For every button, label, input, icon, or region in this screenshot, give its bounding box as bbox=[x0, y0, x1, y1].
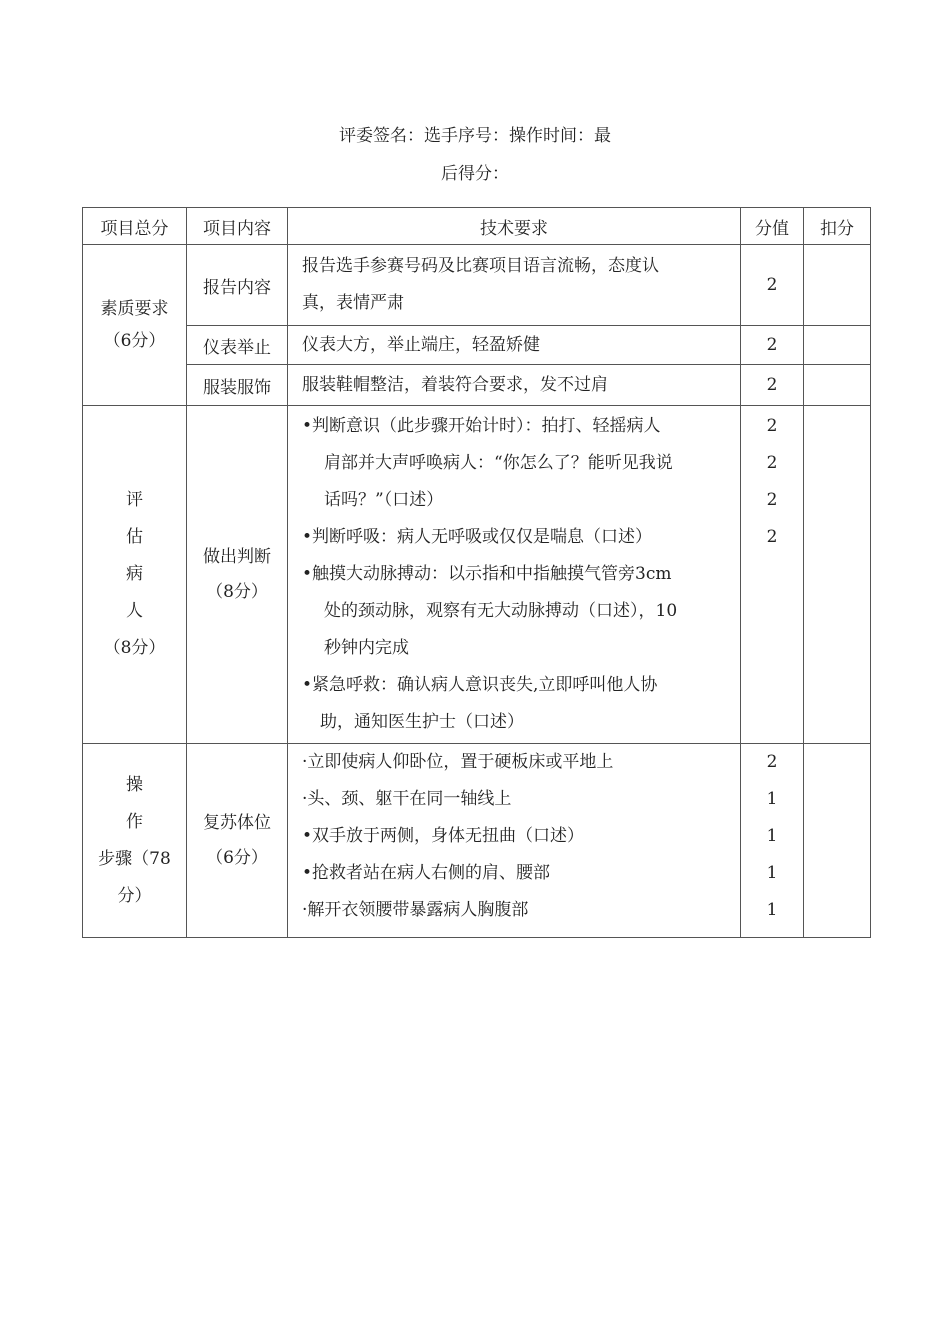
item-recovery-name: 复苏体位 bbox=[203, 812, 271, 833]
requirement-line: ·立即使病人仰卧位，置于硬板床或平地上 bbox=[302, 752, 614, 772]
section-operation-steps bbox=[83, 744, 187, 938]
requirement-line: ·头、颈、躯干在同一轴线上 bbox=[302, 789, 512, 809]
item-attire: 服装服饰 bbox=[187, 365, 288, 406]
header-final-score-line: 后得分： bbox=[441, 164, 509, 184]
score-values bbox=[741, 744, 804, 938]
deduction-cell bbox=[804, 744, 871, 938]
score-value: 2 bbox=[741, 245, 804, 326]
col-header-deduction: 扣分 bbox=[804, 208, 871, 245]
requirement-line: 真，表情严肃 bbox=[302, 293, 404, 313]
requirement-judgement bbox=[288, 406, 741, 744]
requirement-line: 仪表大方，举止端庄，轻盈矫健 bbox=[302, 335, 540, 355]
score-value: 2 bbox=[766, 453, 778, 473]
section-points-line: 分） bbox=[117, 885, 152, 906]
col-header-score: 分值 bbox=[741, 208, 804, 245]
section-char: 估 bbox=[126, 527, 143, 547]
requirement-line: 助，通知医生护士（口述） bbox=[320, 712, 524, 732]
score-value: 1 bbox=[766, 789, 778, 809]
deduction-cell bbox=[804, 406, 871, 744]
requirement-line: 肩部并大声呼唤病人：“你怎么了？能听见我说 bbox=[324, 453, 673, 473]
requirement-line: •双手放于两侧，身体无扭曲（口述） bbox=[302, 826, 585, 846]
col-header-content: 项目内容 bbox=[187, 208, 288, 245]
table-row bbox=[83, 365, 871, 406]
requirement-line: 报告选手参赛号码及比赛项目语言流畅，态度认 bbox=[302, 256, 659, 276]
requirement-report bbox=[288, 245, 741, 326]
item-judgement bbox=[187, 406, 288, 744]
table-row bbox=[83, 744, 871, 938]
item-appearance: 仪表举止 bbox=[187, 326, 288, 365]
requirement-line: •触摸大动脉搏动：以示指和中指触摸气管旁3cm bbox=[302, 564, 672, 584]
requirement-line: 处的颈动脉，观察有无大动脉搏动（口述），10 bbox=[324, 601, 678, 621]
requirement-line: 秒钟内完成 bbox=[324, 638, 409, 658]
requirement-recovery bbox=[288, 744, 741, 938]
table-row bbox=[83, 326, 871, 365]
requirement-line: •抢救者站在病人右侧的肩、腰部 bbox=[302, 863, 551, 883]
score-value: 2 bbox=[741, 365, 804, 406]
requirement-line: ·解开衣领腰带暴露病人胸腹部 bbox=[302, 900, 529, 920]
col-header-requirements: 技术要求 bbox=[288, 208, 741, 245]
deduction-cell bbox=[804, 326, 871, 365]
section-points-line: 步骤（78 bbox=[98, 848, 171, 869]
requirement-line: •判断呼吸：病人无呼吸或仅仅是喘息（口述） bbox=[302, 527, 653, 547]
requirement-line: 服装鞋帽整洁，着装符合要求，发不过肩 bbox=[302, 375, 608, 395]
col-header-total: 项目总分 bbox=[83, 208, 187, 245]
item-judgement-points: （8分） bbox=[206, 581, 268, 602]
score-value: 1 bbox=[766, 863, 778, 883]
requirement-appearance bbox=[288, 326, 741, 365]
score-value: 1 bbox=[766, 826, 778, 846]
section-quality-name: 素质要求 bbox=[100, 299, 169, 319]
section-assess-patient bbox=[83, 406, 187, 744]
score-values bbox=[741, 406, 804, 744]
deduction-cell bbox=[804, 365, 871, 406]
section-char: 评 bbox=[126, 490, 143, 510]
score-value: 2 bbox=[766, 527, 778, 547]
score-value: 2 bbox=[766, 416, 778, 436]
table-row bbox=[83, 245, 871, 326]
header-signature-line: 评委签名：选手序号：操作时间：最 bbox=[339, 126, 611, 146]
item-recovery-position bbox=[187, 744, 288, 938]
section-points: （8分） bbox=[103, 638, 166, 658]
score-value: 2 bbox=[766, 752, 778, 772]
deduction-cell bbox=[804, 245, 871, 326]
score-value: 2 bbox=[741, 326, 804, 365]
section-char: 病 bbox=[126, 564, 143, 584]
requirement-line: •判断意识（此步骤开始计时）：拍打、轻摇病人 bbox=[302, 416, 661, 436]
section-char: 作 bbox=[126, 811, 143, 832]
requirement-attire bbox=[288, 365, 741, 406]
section-quality-points: （6分） bbox=[103, 331, 166, 351]
section-char: 操 bbox=[126, 774, 143, 795]
item-report: 报告内容 bbox=[187, 245, 288, 326]
requirement-line: •紧急呼救：确认病人意识丧失,立即呼叫他人协 bbox=[302, 675, 658, 695]
item-judgement-name: 做出判断 bbox=[203, 546, 271, 567]
table-header-row bbox=[83, 208, 871, 245]
section-char: 人 bbox=[126, 601, 143, 621]
table-row bbox=[83, 406, 871, 744]
requirement-line: 话吗？”（口述） bbox=[324, 490, 444, 510]
scoring-table bbox=[82, 207, 871, 938]
item-recovery-points: （6分） bbox=[206, 847, 268, 868]
score-value: 1 bbox=[766, 900, 778, 920]
section-quality bbox=[83, 245, 187, 406]
score-value: 2 bbox=[766, 490, 778, 510]
